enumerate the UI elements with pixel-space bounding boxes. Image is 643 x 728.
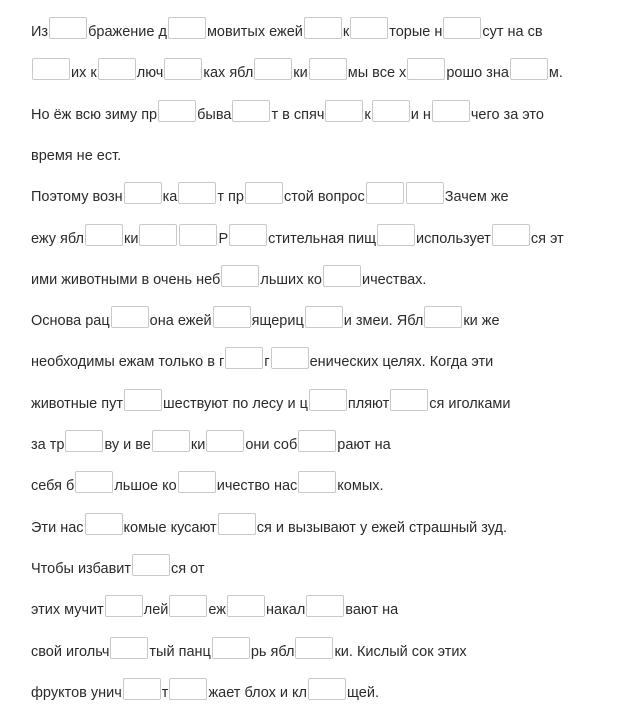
- text-fragment: Основа рац: [31, 313, 110, 329]
- text-line: [31, 100, 544, 124]
- text-fragment: ки: [293, 65, 308, 81]
- answer-blank[interactable]: [305, 306, 343, 328]
- answer-blank[interactable]: [304, 17, 342, 39]
- text-line: [31, 141, 121, 165]
- answer-blank[interactable]: [245, 182, 283, 204]
- text-line: [31, 471, 384, 495]
- answer-blank[interactable]: [309, 58, 347, 80]
- text-fragment: ках ябл: [203, 65, 254, 81]
- answer-blank[interactable]: [152, 430, 190, 452]
- answer-blank[interactable]: [218, 513, 256, 535]
- answer-blank[interactable]: [298, 430, 336, 452]
- text-fragment: льших ко: [260, 272, 322, 288]
- text-fragment: ка: [162, 189, 178, 205]
- text-fragment: чего за это: [470, 107, 544, 123]
- text-fragment: ся и вызывают у ежей страшный зуд.: [256, 520, 507, 536]
- answer-blank[interactable]: [123, 678, 161, 700]
- answer-blank[interactable]: [49, 17, 87, 39]
- text-line: [31, 58, 563, 82]
- text-fragment: Поэтому возн: [31, 189, 123, 205]
- answer-blank[interactable]: [325, 100, 363, 122]
- text-fragment: люч: [136, 65, 164, 81]
- text-fragment: ся иголками: [429, 396, 511, 412]
- text-line: [31, 554, 205, 578]
- text-fragment: Чтобы избавит: [31, 561, 132, 577]
- text-fragment: еж: [208, 602, 227, 618]
- text-fragment: рь ябл: [250, 644, 295, 660]
- answer-blank[interactable]: [390, 389, 428, 411]
- text-fragment: к: [364, 107, 371, 123]
- answer-blank[interactable]: [164, 58, 202, 80]
- text-line: [31, 637, 467, 661]
- text-fragment: шествуют по лесу и ц: [163, 396, 308, 412]
- answer-blank[interactable]: [168, 17, 206, 39]
- text-line: [31, 513, 507, 537]
- answer-blank[interactable]: [221, 265, 259, 287]
- answer-blank[interactable]: [232, 100, 270, 122]
- answer-blank[interactable]: [169, 595, 207, 617]
- answer-blank[interactable]: [169, 678, 207, 700]
- text-fragment: и н: [410, 107, 431, 123]
- text-line: [31, 347, 493, 371]
- answer-blank[interactable]: [132, 554, 170, 576]
- answer-blank[interactable]: [309, 389, 347, 411]
- text-fragment: ся эт: [530, 231, 564, 247]
- text-fragment: Р: [218, 231, 229, 247]
- text-fragment: т пр: [217, 189, 244, 205]
- text-fragment: енических целях. Когда эти: [309, 354, 494, 370]
- answer-blank[interactable]: [443, 17, 481, 39]
- text-line: [31, 182, 509, 206]
- text-fragment: себя б: [31, 478, 75, 494]
- answer-blank[interactable]: [124, 389, 162, 411]
- text-fragment: мовитых ежей: [206, 24, 303, 40]
- text-line: [31, 389, 510, 413]
- text-fragment: ими животными в очень неб: [31, 272, 221, 288]
- text-fragment: рошо зна: [446, 65, 509, 81]
- answer-blank[interactable]: [32, 58, 70, 80]
- answer-blank[interactable]: [227, 595, 265, 617]
- text-fragment: сут на св: [482, 24, 543, 40]
- answer-blank[interactable]: [179, 224, 217, 246]
- answer-blank[interactable]: [407, 58, 445, 80]
- answer-blank[interactable]: [323, 265, 361, 287]
- text-fragment: жает блох и кл: [208, 685, 308, 701]
- text-line: [31, 17, 543, 41]
- text-line: [31, 430, 391, 454]
- answer-blank[interactable]: [111, 306, 149, 328]
- answer-blank[interactable]: [213, 306, 251, 328]
- text-fragment: ки: [190, 437, 206, 453]
- text-fragment: ки же: [463, 313, 500, 329]
- answer-blank[interactable]: [206, 430, 244, 452]
- answer-blank[interactable]: [298, 471, 336, 493]
- answer-blank[interactable]: [377, 224, 415, 246]
- text-line: [31, 265, 426, 289]
- answer-blank[interactable]: [105, 595, 143, 617]
- text-fragment: ки: [124, 231, 139, 247]
- answer-blank[interactable]: [271, 347, 309, 369]
- answer-blank[interactable]: [254, 58, 292, 80]
- answer-blank[interactable]: [178, 471, 216, 493]
- text-fragment: животные пут: [31, 396, 123, 412]
- text-fragment: комых.: [337, 478, 384, 494]
- text-fragment: свой игольч: [31, 644, 110, 660]
- text-fragment: ящериц: [251, 313, 304, 329]
- answer-blank[interactable]: [110, 637, 148, 659]
- text-fragment: ежу ябл: [31, 231, 85, 247]
- text-fragment: т: [161, 685, 169, 701]
- answer-blank[interactable]: [366, 182, 404, 204]
- answer-blank[interactable]: [350, 17, 388, 39]
- answer-blank[interactable]: [308, 678, 346, 700]
- text-fragment: м.: [548, 65, 563, 81]
- text-fragment: пляют: [347, 396, 390, 412]
- answer-blank[interactable]: [98, 58, 136, 80]
- text-fragment: мы все х: [347, 65, 407, 81]
- answer-blank[interactable]: [306, 595, 344, 617]
- answer-blank[interactable]: [229, 224, 267, 246]
- text-fragment: ки. Кислый сок этих: [334, 644, 467, 660]
- answer-blank[interactable]: [432, 100, 470, 122]
- text-fragment: использует: [416, 231, 491, 247]
- answer-blank[interactable]: [424, 306, 462, 328]
- answer-blank[interactable]: [225, 347, 263, 369]
- text-fragment: ичество нас: [216, 478, 298, 494]
- text-fragment: фруктов унич: [31, 685, 122, 701]
- text-fragment: рают на: [337, 437, 391, 453]
- text-fragment: время не ест.: [31, 148, 122, 164]
- text-fragment: их к: [71, 65, 97, 81]
- text-fragment: лей: [143, 602, 169, 618]
- text-line: [31, 306, 500, 330]
- answer-blank[interactable]: [372, 100, 410, 122]
- text-line: [31, 678, 379, 702]
- answer-blank[interactable]: [406, 182, 444, 204]
- text-fragment: бражение д: [88, 24, 167, 40]
- text-fragment: щей.: [347, 685, 379, 701]
- answer-blank[interactable]: [510, 58, 548, 80]
- text-fragment: ся от: [171, 561, 205, 577]
- answer-blank[interactable]: [139, 224, 177, 246]
- text-fragment: Эти нас: [31, 520, 84, 536]
- text-fragment: г: [264, 354, 270, 370]
- answer-blank[interactable]: [85, 513, 123, 535]
- text-fragment: за тр: [31, 437, 65, 453]
- answer-blank[interactable]: [158, 100, 196, 122]
- text-fragment: к: [342, 24, 350, 40]
- text-fragment: стительная пищ: [268, 231, 377, 247]
- text-fragment: ичествах.: [361, 272, 427, 288]
- text-line: [31, 595, 398, 619]
- text-fragment: накал: [266, 602, 306, 618]
- text-fragment: Зачем же: [444, 189, 509, 205]
- text-fragment: тый панц: [149, 644, 211, 660]
- text-fragment: необходимы ежам только в г: [31, 354, 225, 370]
- text-fragment: Но ёж всю зиму пр: [31, 107, 158, 123]
- text-fragment: комые кусают: [123, 520, 217, 536]
- text-line: [31, 224, 564, 248]
- text-fragment: она ежей: [149, 313, 212, 329]
- text-fragment: вают на: [345, 602, 399, 618]
- text-fragment: Из: [31, 24, 49, 40]
- text-fragment: и змеи. Ябл: [343, 313, 424, 329]
- text-fragment: этих мучит: [31, 602, 104, 618]
- text-fragment: льшое ко: [114, 478, 177, 494]
- answer-blank[interactable]: [295, 637, 333, 659]
- text-fragment: т в спяч: [271, 107, 325, 123]
- answer-blank[interactable]: [178, 182, 216, 204]
- answer-blank[interactable]: [65, 430, 103, 452]
- answer-blank[interactable]: [75, 471, 113, 493]
- answer-blank[interactable]: [124, 182, 162, 204]
- text-fragment: торые н: [389, 24, 443, 40]
- answer-blank[interactable]: [492, 224, 530, 246]
- answer-blank[interactable]: [85, 224, 123, 246]
- text-fragment: они соб: [245, 437, 298, 453]
- text-fragment: стой вопрос: [283, 189, 365, 205]
- text-fragment: ву и ве: [104, 437, 151, 453]
- text-fragment: быва: [197, 107, 232, 123]
- answer-blank[interactable]: [212, 637, 250, 659]
